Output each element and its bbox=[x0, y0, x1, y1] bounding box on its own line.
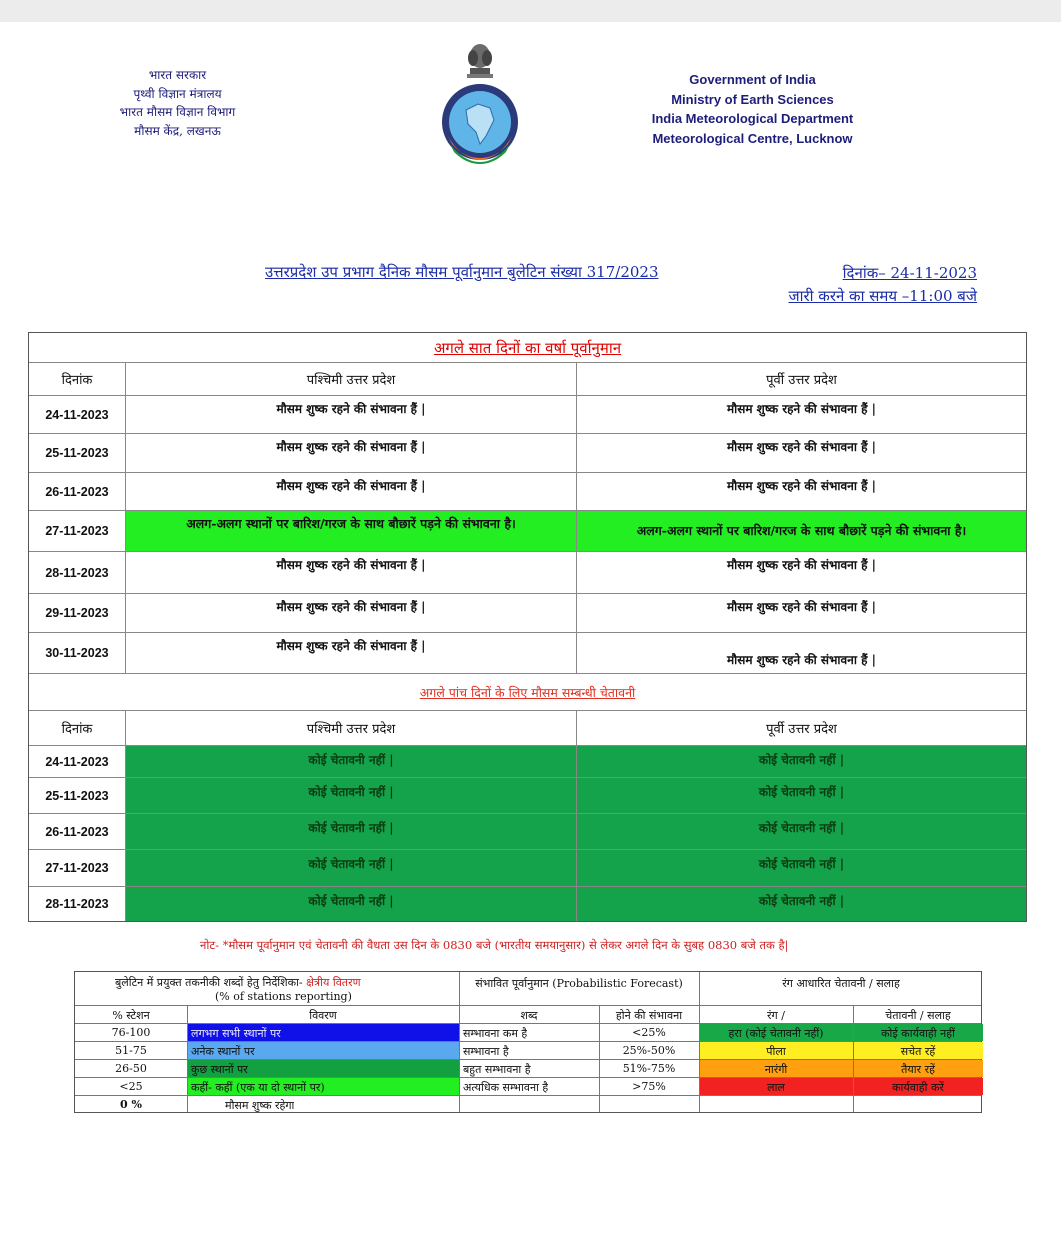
header-english-line: Ministry of Earth Sciences bbox=[671, 91, 834, 107]
col-header-west: पश्चिमी उत्तर प्रदेश bbox=[306, 373, 396, 388]
legend-title-part3: (% of stations reporting) bbox=[215, 990, 352, 1003]
warning-date: 24-11-2023 bbox=[45, 754, 109, 769]
rain-date: 25-11-2023 bbox=[45, 446, 109, 460]
header-english-line: India Meteorological Department bbox=[651, 111, 854, 126]
rain-date: 29-11-2023 bbox=[45, 606, 109, 620]
rain-west: मौसम शुष्क रहने की संभावना हैं | bbox=[276, 402, 426, 416]
legend-hline bbox=[75, 1041, 981, 1042]
rain-header-row bbox=[29, 363, 1026, 396]
dist-pct: 0 % bbox=[120, 1098, 142, 1111]
warning-row bbox=[29, 814, 1026, 850]
dist-pct: 26-50 bbox=[115, 1062, 147, 1075]
dist-desc: लगभग सभी स्थानों पर bbox=[191, 1027, 281, 1040]
rain-date: 26-11-2023 bbox=[45, 484, 109, 499]
warn-advice: कोई कार्यवाही नहीं bbox=[881, 1027, 955, 1040]
warn-color: नारंगी bbox=[764, 1063, 788, 1076]
top-bar bbox=[0, 0, 1061, 22]
rain-east: मौसम शुष्क रहने की संभावना हैं | bbox=[726, 402, 877, 416]
dist-pct: 51-75 bbox=[115, 1044, 147, 1057]
warning-date: 28-11-2023 bbox=[45, 897, 109, 911]
warning-row bbox=[29, 850, 1026, 887]
header-hindi-line: पृथ्वी विज्ञान मंत्रालय bbox=[133, 86, 222, 101]
warn-color: पीला bbox=[766, 1045, 786, 1058]
imd-logo-icon bbox=[442, 84, 518, 164]
warning-date: 25-11-2023 bbox=[45, 788, 109, 803]
rain-section-title: अगले सात दिनों का वर्षा पूर्वानुमान bbox=[433, 339, 622, 357]
warning-west: कोई चेतावनी नहीं | bbox=[308, 894, 394, 908]
warning-east: कोई चेतावनी नहीं | bbox=[758, 894, 845, 908]
prob-value: >75% bbox=[632, 1080, 666, 1093]
header-english bbox=[625, 70, 880, 148]
legend-divider bbox=[459, 972, 460, 1112]
validity-note: नोट- *मौसम पूर्वानुमान एवं चेतावनी की वैधता उस दिन के 0830 बजे (भारतीय समयानुसार) से लेकर अगले दिन के सुबह 0830 बजे तक है| bbox=[200, 938, 789, 952]
ashoka-emblem-icon bbox=[467, 44, 493, 78]
rain-east: मौसम शुष्क रहने की संभावना हैं | bbox=[726, 600, 877, 614]
dist-desc: कुछ स्थानों पर bbox=[191, 1063, 248, 1076]
warning-row bbox=[29, 746, 1026, 778]
warn-title: रंग आधारित चेतावनी / सलाह bbox=[782, 977, 900, 990]
warning-row bbox=[29, 887, 1026, 921]
rain-west: मौसम शुष्क रहने की संभावना हैं | bbox=[276, 479, 426, 493]
rain-date: 30-11-2023 bbox=[45, 646, 109, 660]
rain-row bbox=[29, 434, 1026, 473]
rain-row bbox=[29, 396, 1026, 434]
col-header-date: दिनांक bbox=[61, 722, 93, 737]
warning-east: कोई चेतावनी नहीं | bbox=[758, 821, 845, 835]
bulletin-date-block bbox=[760, 262, 977, 308]
warning-west: कोई चेतावनी नहीं | bbox=[308, 821, 394, 835]
dist-desc: मौसम शुष्क रहेगा bbox=[225, 1099, 295, 1112]
warning-west: कोई चेतावनी नहीं | bbox=[308, 785, 394, 799]
legend-title bbox=[115, 975, 361, 990]
rain-east: अलग-अलग स्थानों पर बारिश/गरज के साथ बौछारें पड़ने की संभावना है। bbox=[636, 523, 967, 538]
rain-date: 24-11-2023 bbox=[45, 407, 109, 422]
col-desc: विवरण bbox=[309, 1009, 337, 1022]
col-advice: चेतावनी / सलाह bbox=[885, 1009, 951, 1022]
rain-row-highlight bbox=[29, 511, 1026, 552]
warn-color: हरा (कोई चेतावनी नहीं) bbox=[728, 1027, 824, 1040]
header-english-line: Meteorological Centre, Lucknow bbox=[652, 130, 853, 146]
prob-word: सम्भावना है bbox=[463, 1045, 509, 1058]
dist-desc: कहीं- कहीं (एक या दो स्थानों पर) bbox=[191, 1081, 325, 1094]
bulletin-date: दिनांक– 24-11-2023 bbox=[842, 264, 977, 282]
rain-west: मौसम शुष्क रहने की संभावना हैं | bbox=[276, 600, 426, 614]
col-station: % स्टेशन bbox=[112, 1009, 150, 1022]
legend-title-part1: बुलेटिन में प्रयुक्त तकनीकी शब्दों हेतु निर्देशिका- bbox=[115, 976, 303, 989]
bulletin-issue-time: जारी करने का समय –11:00 बजे bbox=[788, 287, 977, 305]
col-prob: होने की संभावना bbox=[615, 1009, 683, 1022]
header-hindi-line: मौसम केंद्र, लखनऊ bbox=[134, 123, 221, 138]
header-hindi-line: भारत सरकार bbox=[148, 68, 207, 82]
warning-row bbox=[29, 778, 1026, 814]
header-hindi bbox=[90, 66, 265, 140]
warn-advice: कार्यवाही करें bbox=[892, 1081, 944, 1094]
imd-emblem bbox=[440, 40, 520, 165]
prob-title: संभावित पूर्वानुमान (Probabilistic Forecast) bbox=[475, 977, 683, 990]
legend-hline bbox=[75, 1023, 981, 1024]
dist-desc: अनेक स्थानों पर bbox=[191, 1045, 255, 1058]
rain-west: मौसम शुष्क रहने की संभावना हैं | bbox=[276, 639, 426, 653]
col-header-date: दिनांक bbox=[61, 373, 93, 388]
rain-east: मौसम शुष्क रहने की संभावना हैं | bbox=[726, 479, 877, 493]
header-english-line: Government of India bbox=[689, 72, 816, 87]
prob-value: <25% bbox=[632, 1026, 666, 1039]
bulletin-title: उत्तरप्रदेश उप प्रभाग दैनिक मौसम पूर्वानुमान बुलेटिन संख्या 317/2023 bbox=[265, 263, 659, 281]
warning-header-row bbox=[29, 711, 1026, 746]
col-header-east: पूर्वी उत्तर प्रदेश bbox=[766, 722, 837, 737]
col-header-west: पश्चिमी उत्तर प्रदेश bbox=[306, 722, 396, 737]
prob-value: 51%-75% bbox=[622, 1062, 676, 1075]
dist-pct: 76-100 bbox=[111, 1026, 151, 1039]
warning-east: कोई चेतावनी नहीं | bbox=[758, 785, 845, 799]
warning-date: 26-11-2023 bbox=[45, 824, 109, 839]
warning-west: कोई चेतावनी नहीं | bbox=[308, 857, 394, 871]
prob-word: सम्भावना कम है bbox=[463, 1027, 528, 1040]
warn-advice: सचेत रहें bbox=[900, 1045, 936, 1058]
warning-east: कोई चेतावनी नहीं | bbox=[758, 857, 845, 871]
rain-row bbox=[29, 594, 1026, 633]
col-color: रंग / bbox=[767, 1009, 785, 1022]
forecast-table bbox=[28, 332, 1027, 922]
legend-hline bbox=[75, 1005, 981, 1006]
legend-hline bbox=[75, 1077, 981, 1078]
rain-row bbox=[29, 633, 1026, 674]
rain-date: 28-11-2023 bbox=[45, 565, 109, 580]
prob-word: बहुत सम्भावना है bbox=[463, 1063, 531, 1076]
prob-word: अत्यधिक सम्भावना है bbox=[463, 1081, 549, 1094]
rain-east: मौसम शुष्क रहने की संभावना हैं | bbox=[726, 558, 877, 572]
prob-value: 25%-50% bbox=[622, 1044, 676, 1057]
rain-row bbox=[29, 552, 1026, 594]
col-word: शब्द bbox=[520, 1009, 538, 1022]
warning-east: कोई चेतावनी नहीं | bbox=[758, 753, 845, 767]
warning-title-row bbox=[29, 674, 1026, 711]
rain-west: मौसम शुष्क रहने की संभावना हैं | bbox=[276, 440, 426, 454]
legend-hline bbox=[75, 1095, 981, 1096]
warning-section-title: अगले पांच दिनों के लिए मौसम सम्बन्धी चेतावनी bbox=[419, 685, 636, 700]
legend-table bbox=[74, 971, 982, 1113]
rain-east: मौसम शुष्क रहने की संभावना हैं | bbox=[726, 653, 877, 667]
rain-west: मौसम शुष्क रहने की संभावना हैं | bbox=[276, 558, 426, 572]
rain-west: अलग-अलग स्थानों पर बारिश/गरज के साथ बौछारें पड़ने की संभावना है। bbox=[186, 516, 516, 531]
warn-color: लाल bbox=[767, 1081, 785, 1094]
legend-hline bbox=[75, 1059, 981, 1060]
dist-pct: <25 bbox=[119, 1080, 143, 1093]
col-header-east: पूर्वी उत्तर प्रदेश bbox=[766, 373, 837, 388]
rain-east: मौसम शुष्क रहने की संभावना हैं | bbox=[726, 440, 877, 454]
rain-title-row bbox=[29, 333, 1026, 363]
legend-title-part2: क्षेत्रीय वितरण bbox=[306, 976, 361, 989]
header-hindi-line: भारत मौसम विज्ञान विभाग bbox=[119, 105, 236, 119]
warning-west: कोई चेतावनी नहीं | bbox=[308, 753, 394, 767]
rain-date: 27-11-2023 bbox=[45, 524, 109, 538]
rain-row bbox=[29, 473, 1026, 511]
warning-date: 27-11-2023 bbox=[45, 861, 109, 875]
warn-advice: तैयार रहें bbox=[901, 1063, 935, 1076]
